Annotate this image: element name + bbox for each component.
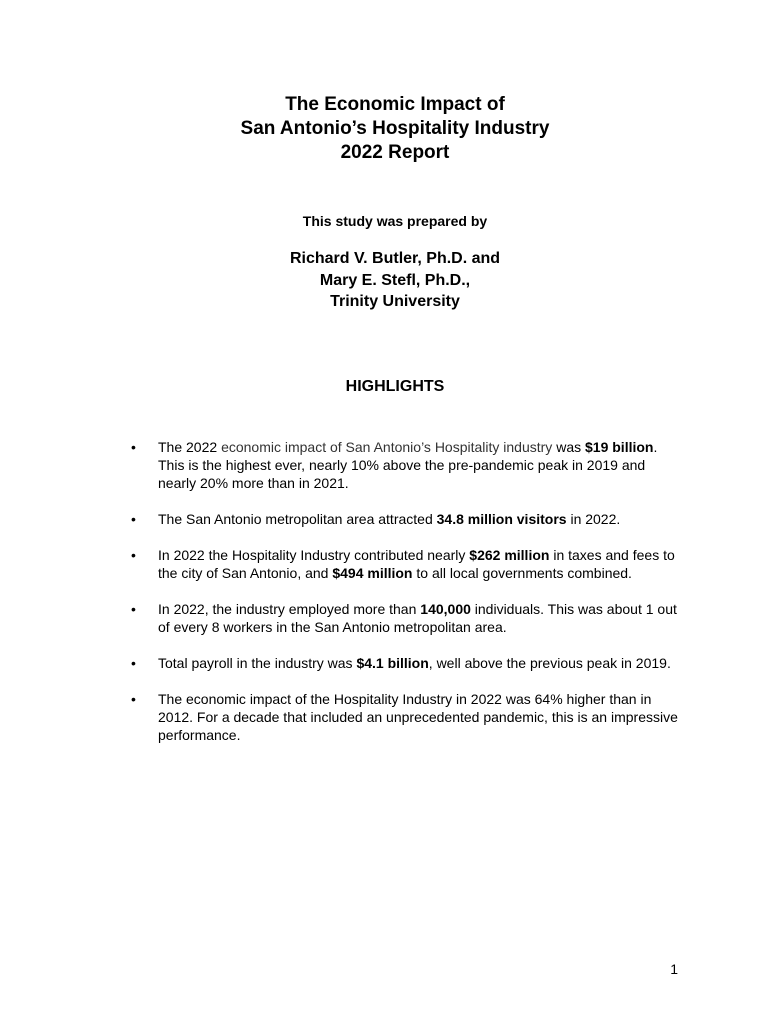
bullet-text: The San Antonio metropolitan area attracted bbox=[158, 511, 437, 527]
title-line-2: San Antonio’s Hospitality Industry bbox=[240, 118, 550, 139]
highlights-heading: HIGHLIGHTS bbox=[345, 378, 445, 395]
bullet-highlight-value: $262 million bbox=[469, 547, 550, 563]
bullet-icon: • bbox=[131, 601, 136, 617]
list-item bbox=[0, 600, 678, 636]
list-item bbox=[0, 438, 678, 492]
bullet-text: . This is the highest ever, nearly 10% above the pre-pandemic peak in 2019 and nearly 20% more than in 2021. bbox=[158, 439, 658, 491]
list-item bbox=[0, 654, 678, 672]
bullet-text: to all local governments combined. bbox=[412, 565, 632, 581]
bullet-text: The economic impact of the Hospitality Industry in 2022 was 64% higher than in 2012. For a decade that included an unprecedented pandemic, this is an impressive performance. bbox=[158, 691, 678, 743]
report-title bbox=[0, 93, 768, 165]
bullet-text: The 2022 bbox=[158, 439, 222, 455]
bullet-text: in taxes and fees to the city of San Antonio, and bbox=[158, 547, 675, 581]
bullet-text: individuals. This was about 1 out of every 8 workers in the San Antonio metropolitan area. bbox=[158, 601, 677, 635]
bullet-highlight-value: $4.1 billion bbox=[356, 655, 429, 671]
bullet-highlight-value: 34.8 million visitors bbox=[436, 511, 567, 527]
bullet-text: , well above the previous peak in 2019. bbox=[428, 655, 671, 671]
bullet-icon: • bbox=[131, 511, 136, 527]
list-item bbox=[0, 546, 678, 582]
authors-block bbox=[0, 248, 768, 313]
title-line-3: 2022 Report bbox=[340, 142, 450, 163]
list-item bbox=[0, 510, 678, 528]
author-line-3: Trinity University bbox=[330, 293, 460, 310]
highlights-list bbox=[0, 438, 768, 762]
page-number: 1 bbox=[670, 961, 678, 977]
bullet-text: In 2022 the Hospitality Industry contributed nearly bbox=[158, 547, 470, 563]
bullet-icon: • bbox=[131, 691, 136, 707]
bullet-text-light: economic impact of San Antonio’s Hospitality industry bbox=[221, 439, 553, 455]
bullet-highlight-value: $494 million bbox=[332, 565, 413, 581]
bullet-text: Total payroll in the industry was bbox=[158, 655, 357, 671]
bullet-highlight-value: 140,000 bbox=[420, 601, 471, 617]
bullet-icon: • bbox=[131, 655, 136, 671]
list-item bbox=[0, 690, 678, 744]
bullet-text: in 2022. bbox=[566, 511, 621, 527]
bullet-text: In 2022, the industry employed more than bbox=[158, 601, 421, 617]
bullet-text: was bbox=[552, 439, 585, 455]
bullet-icon: • bbox=[131, 439, 136, 455]
bullet-icon: • bbox=[131, 547, 136, 563]
prepared-by-text: This study was prepared by bbox=[302, 213, 488, 229]
title-line-1: The Economic Impact of bbox=[285, 94, 505, 115]
bullet-highlight-value: $19 billion bbox=[585, 439, 654, 455]
author-line-2: Mary E. Stefl, Ph.D., bbox=[319, 271, 471, 289]
author-line-1: Richard V. Butler, Ph.D. and bbox=[289, 250, 501, 267]
